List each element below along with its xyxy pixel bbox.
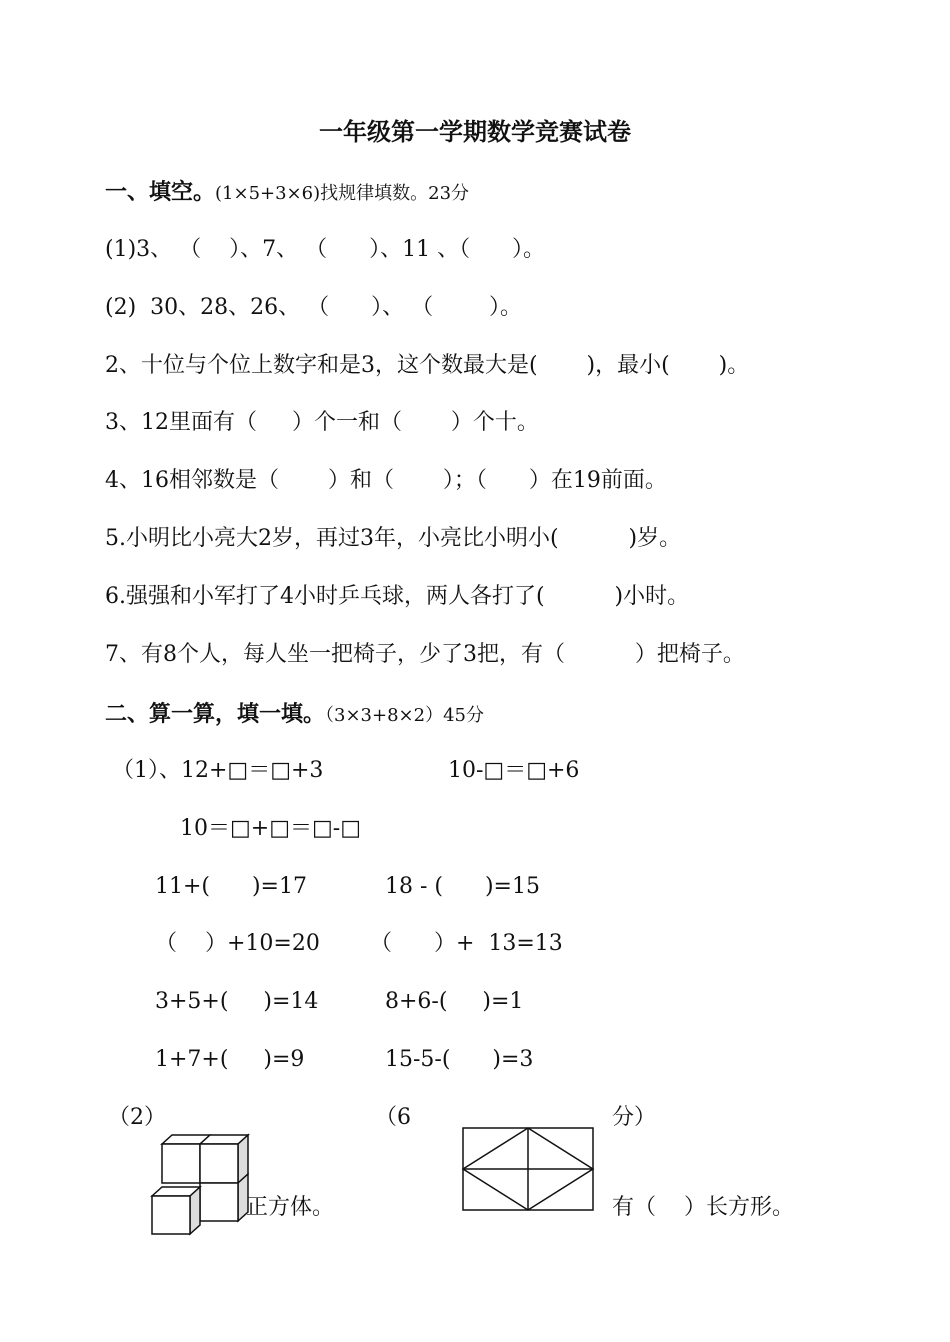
question-3: 3、12里面有（ ）个一和（ ）个十。	[105, 410, 539, 435]
equation-right: 18 - ( )=15	[385, 874, 540, 899]
rectangle-figure	[462, 1127, 594, 1212]
section2-header	[105, 700, 484, 730]
section2-heading: 二、算一算，填一填。	[105, 701, 326, 727]
section1-note: (1×5+3×6)找规律填数。23分	[215, 183, 470, 204]
rectangle-question-text: 有（ ）长方形。	[612, 1195, 794, 1220]
equation-right: （ ）+ 13=13	[370, 931, 563, 956]
part1-equation-right: 10-□＝□+6	[448, 758, 580, 783]
cube-question-text: 正方体。	[246, 1195, 335, 1220]
cube-side-face	[190, 1187, 200, 1234]
section1-header	[105, 178, 469, 208]
equation-left: 11+( )=17	[155, 874, 307, 899]
question-6: 6.强强和小军打了4小时乒乓球，两人各打了( )小时。	[105, 584, 690, 609]
cube-front-face	[200, 1144, 238, 1183]
equation-right: 15-5-( )=3	[385, 1047, 534, 1072]
page-title: 一年级第一学期数学竞赛试卷	[319, 117, 631, 146]
cube-front-face	[152, 1196, 190, 1234]
question-4: 4、16相邻数是（ ）和（ ）；（ ）在19前面。	[105, 468, 667, 493]
part2-label: （2）	[108, 1105, 166, 1130]
question-7: 7、有8个人，每人坐一把椅子，少了3把，有（ ）把椅子。	[105, 642, 745, 667]
cubes-figure	[150, 1132, 250, 1242]
section1-heading: 一、填空。	[105, 179, 216, 205]
equation-right: 8+6-( )=1	[385, 989, 524, 1014]
score-open: （6	[375, 1105, 411, 1130]
question-5: 5.小明比小亮大2岁，再过3年，小亮比小明小( )岁。	[105, 526, 682, 551]
cube-front-face	[200, 1183, 238, 1221]
part1-equation-center: 10＝□+□＝□-□	[180, 816, 362, 841]
part1-equation-left: （1）、12+□＝□+3	[112, 758, 324, 783]
cube-front-face	[162, 1144, 200, 1183]
question-1-1: (1)3、 （ ）、7、 （ ）、11 、（ ）。	[105, 237, 546, 262]
equation-left: 1+7+( )=9	[155, 1047, 305, 1072]
question-2: 2、十位与个位上数字和是3，这个数最大是( )，最小( )。	[105, 353, 750, 378]
equation-left: 3+5+( )=14	[155, 989, 319, 1014]
score-close: 分）	[612, 1105, 657, 1130]
equation-left: （ ）+10=20	[155, 931, 320, 956]
section2-note: （3×3+8×2）45分	[325, 705, 484, 726]
question-1-2: (2) 30、28、26、 （ ）、 （ ）。	[105, 295, 523, 320]
